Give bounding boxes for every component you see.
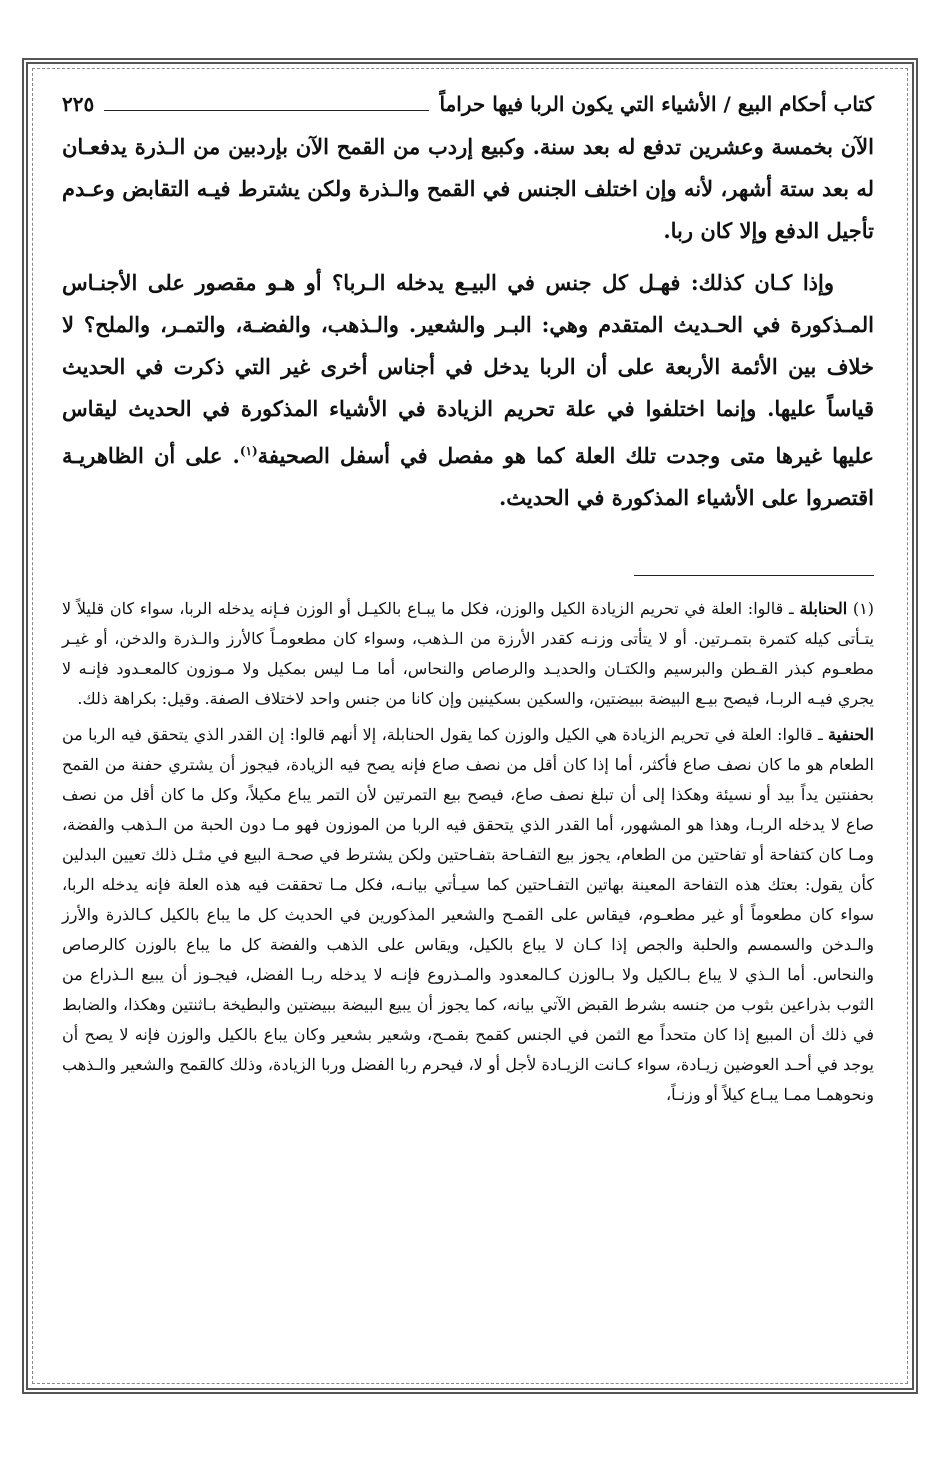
paragraph-2	[62, 262, 874, 519]
footnote-separator	[634, 575, 874, 576]
footnotes	[62, 594, 874, 1110]
running-header	[62, 92, 874, 126]
header-rule	[104, 110, 429, 111]
paragraph-2-part-a: وإذا كـان كذلك: فهـل كل جنس في البيـع يدخله الـربا؟ أو هـو مقصور على الأجنـاس المـذكورة في الحـديث المتقدم وهي: البـر والشعير. والـذهب، والفضـة، والتمـر، والملح؟ لا خلاف بين الأئمة الأربعة على أن الربا يدخل في أجناس أخرى غير التي ذكرت في الحديث قياساً عليها. وإنما اختلفوا في علة تحريم الزيادة في الأشياء المذكورة في الحديث ليقاس عليها غيرها متى وجدت تلك العلة كما هو مفصل في أسفل الصحيفة	[62, 270, 874, 468]
footnote-term-hanafiyya: الحنفية	[828, 725, 874, 744]
paragraph-2-part-b: . على أن الظاهريـة اقتصروا على الأشياء المذكورة في الحديث.	[62, 443, 874, 510]
footnote-text-hanafiyya: ـ قالوا: العلة في تحريم الزيادة هي الكيل والوزن كما يقول الحنابلة، إلا أنهم قالوا: إن القدر الذي يتحقق فيه الربا من الطعام هو ما كان نصف صاع فأكثر، أما إذا كان أقل من نصف صاع فإنه يصح فيه الزيادة، فيجوز أن يشتري حفنة من القمح بحفنتين يداً بيد أو نسيئة وهكذا إلى أن تبلغ نصف صاع، فيصح بيع التمرتين لأن التمر يباع مكيلاً، وكل ما كان أقل من نصف صاع لا يدخله الربـا، وهذا هو المشهور، أما القدر الذي يتحقق فيه الربا من الموزون فهو مـا دون الحبة من الـذهب والفضة، ومـا كان كتفاحة أو تفاحتين من الطعام، يجوز بيع التفـاحة بتفـاحتين ولكن يشترط في صحـة البيع في مثـل ذلك تعيين البدلين كأن يقول: بعتك هذه التفاحة المعينة بهاتين التفـاحتين كما سيـأتي بيانـه، فكل مـا تحققت فيه هذه العلة فإنه يدخله الربا، سواء كان مطعوماً أو غير مطعـوم، فيقاس على القمـح والشعير المذكورين في الحديث كل ما يباع بالكيل كـالذرة والأرز والـدخن والسمسم والحلبة والجص إذا كـان لا يباع بالكيل، ويقاس على الذهب والفضة كل ما يباع بالوزن كالرصاص والنحاس. أما الـذي لا يباع بـالكيل ولا بـالوزن كـالمعدود والمـذروع فإنـه لا يدخله ربـا الفضل، فيجـوز أن يبيع الـذراع من الثوب بذراعين بثوب من جنسه بشرط القبض الآتي بيانه، كما يجوز أن يبيع البيضة ببيضتين والبطيخة بـاثنتين وهكذا، والضابط في ذلك أن المبيع إذا كان متحداً مع الثمن في الجنس كقمح بقمـح، وشعير بشعير وكان يباع بالكيل والوزن فإنه لا يصح أن يوجد في أحـد العوضين زيـادة، سواء كـانت الزيـادة لأجل أو لا، فيحرم ربا الفضل وربا الزيادة، وذلك كالقمح والشعير والـذهب ونحوهمـا ممـا يبـاع كيلاً أو وزنـاً،	[62, 725, 875, 1104]
header-title: كتاب أحكام البيع / الأشياء التي يكون الربا فيها حراماً	[439, 92, 874, 116]
footnote-text-hanabila: ـ قالوا: العلة في تحريم الزيادة الكيل والوزن، فكل ما يبـاع بالكيـل أو الوزن فـإنه يدخله الربا، سواء كان قليلاً لا يتـأتى كيله كتمرة بتمـرتين. أو لا يتأتى وزنـه كقدر الأرزة من الـذهب، وسواء كان مطعومـاً كالأرز والـذرة والدخن، أو غيـر مطعـوم كبذر القـطن والبرسيم والكتـان والحديـد والرصاص والنحاس، أما مـا ليس بمكيل ولا مـوزون كالمعـدود فإنـه لا يجري فيـه الربـا، فيصح بيـع البيضة ببيضتين، والسكين بسكينين وإن كانا من جنس واحد لاختلاف الصفة. وقيل: بكراهة ذلك.	[62, 599, 874, 708]
book-page	[62, 92, 874, 1382]
footnote-hanabila	[62, 594, 874, 714]
footnote-hanafiyya	[62, 720, 874, 1110]
page-number: ٢٢٥	[62, 92, 95, 116]
paragraph-1: الآن بخمسة وعشرين تدفع له بعد سنة. وكبيع إردب من القمح الآن بإردبين من الـذرة يدفعـان له بعد ستة أشهر، لأنه وإن اختلف الجنس في القمح والـذرة ولكن يشترط فيـه التقابض وعـدم تأجيل الدفع وإلا كان ربا.	[62, 134, 874, 243]
footnote-number: (١)	[852, 599, 875, 618]
main-text	[62, 126, 874, 519]
footnote-term-hanabila: الحنابلة	[799, 599, 848, 618]
footnote-marker: (١)	[239, 444, 258, 458]
